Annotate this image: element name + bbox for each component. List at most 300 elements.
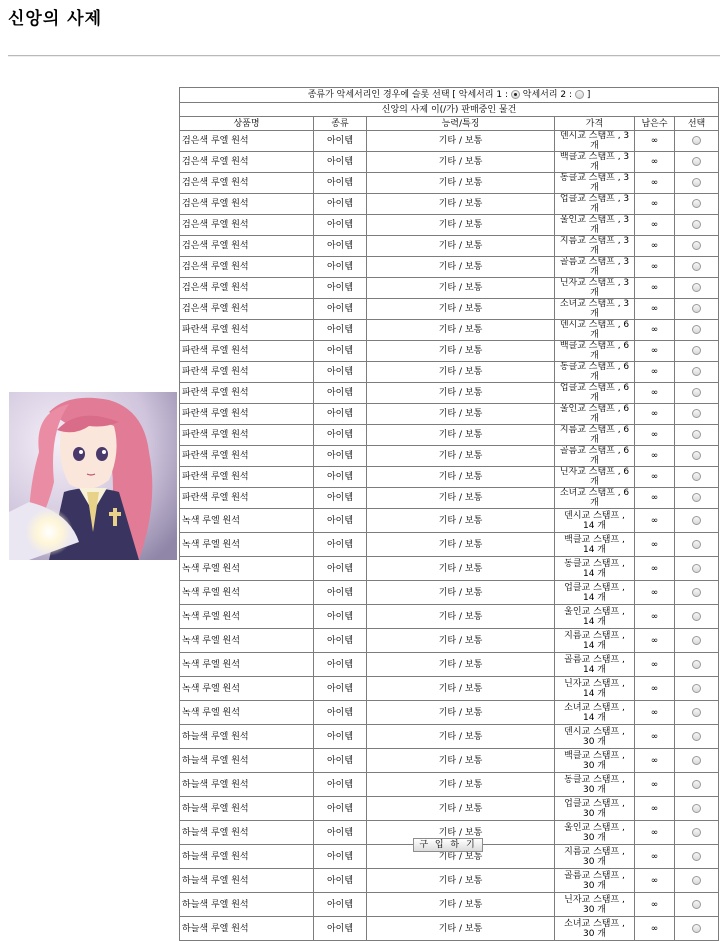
- item-select-radio[interactable]: [692, 924, 701, 933]
- item-select-radio[interactable]: [692, 612, 701, 621]
- item-type: 아이템: [314, 869, 367, 893]
- table-row: [180, 488, 719, 509]
- item-select-radio[interactable]: [692, 900, 701, 909]
- item-remain: ∞: [635, 446, 675, 467]
- item-select-cell: [675, 509, 719, 533]
- slot1-radio[interactable]: [511, 90, 520, 99]
- item-type: 아이템: [314, 725, 367, 749]
- item-ability: 기타 / 보통: [367, 320, 555, 341]
- item-price: 덴시교 스탬프 , 3 개: [555, 131, 635, 152]
- item-remain: ∞: [635, 404, 675, 425]
- item-ability: 기타 / 보통: [367, 236, 555, 257]
- item-type: 아이템: [314, 821, 367, 845]
- item-remain: ∞: [635, 845, 675, 869]
- shop-subtitle: 신앙의 사제 이(/가) 판매중인 물건: [180, 103, 719, 117]
- item-ability: 기타 / 보통: [367, 467, 555, 488]
- item-price: 소녀교 스탬프 , 30 개: [555, 917, 635, 941]
- table-row: [180, 605, 719, 629]
- item-price: 울인교 스탬프 , 14 개: [555, 605, 635, 629]
- item-ability: 기타 / 보통: [367, 869, 555, 893]
- item-name: 검은색 루엘 원석: [180, 236, 314, 257]
- item-select-radio[interactable]: [692, 804, 701, 813]
- item-select-radio[interactable]: [692, 241, 701, 250]
- table-row: [180, 341, 719, 362]
- item-remain: ∞: [635, 173, 675, 194]
- table-row: [180, 773, 719, 797]
- item-price: 업클교 스탬프 , 30 개: [555, 797, 635, 821]
- item-ability: 기타 / 보통: [367, 581, 555, 605]
- item-select-cell: [675, 797, 719, 821]
- item-select-radio[interactable]: [692, 199, 701, 208]
- item-select-cell: [675, 467, 719, 488]
- item-price: 동클교 스탬프 , 6 개: [555, 362, 635, 383]
- item-type: 아이템: [314, 488, 367, 509]
- item-select-radio[interactable]: [692, 283, 701, 292]
- item-select-cell: [675, 821, 719, 845]
- item-name: 하늘색 루엘 원석: [180, 893, 314, 917]
- item-name: 검은색 루엘 원석: [180, 173, 314, 194]
- item-ability: 기타 / 보통: [367, 152, 555, 173]
- item-type: 아이템: [314, 773, 367, 797]
- item-name: 검은색 루엘 원석: [180, 152, 314, 173]
- item-remain: ∞: [635, 677, 675, 701]
- item-type: 아이템: [314, 404, 367, 425]
- item-name: 검은색 루엘 원석: [180, 257, 314, 278]
- item-type: 아이템: [314, 236, 367, 257]
- item-remain: ∞: [635, 749, 675, 773]
- item-ability: 기타 / 보통: [367, 749, 555, 773]
- table-row: [180, 152, 719, 173]
- close-bracket: ]: [586, 90, 591, 100]
- item-ability: 기타 / 보통: [367, 893, 555, 917]
- header-price: 가격: [555, 117, 635, 131]
- item-name: 하늘색 루엘 원석: [180, 749, 314, 773]
- item-price: 닌자교 스탬프 , 14 개: [555, 677, 635, 701]
- item-remain: ∞: [635, 797, 675, 821]
- table-row: [180, 236, 719, 257]
- item-ability: 기타 / 보통: [367, 278, 555, 299]
- item-name: 녹색 루엘 원석: [180, 701, 314, 725]
- item-ability: 기타 / 보통: [367, 425, 555, 446]
- item-select-radio[interactable]: [692, 178, 701, 187]
- item-name: 검은색 루엘 원석: [180, 131, 314, 152]
- item-type: 아이템: [314, 320, 367, 341]
- item-type: 아이템: [314, 278, 367, 299]
- item-select-cell: [675, 749, 719, 773]
- item-select-cell: [675, 404, 719, 425]
- item-price: 백클교 스탬프 , 30 개: [555, 749, 635, 773]
- item-type: 아이템: [314, 581, 367, 605]
- item-price: 지름교 스탬프 , 30 개: [555, 845, 635, 869]
- item-remain: ∞: [635, 773, 675, 797]
- header-select: 선택: [675, 117, 719, 131]
- item-select-cell: [675, 362, 719, 383]
- item-name: 파란색 루엘 원석: [180, 320, 314, 341]
- item-remain: ∞: [635, 629, 675, 653]
- table-row: [180, 557, 719, 581]
- item-ability: 기타 / 보통: [367, 173, 555, 194]
- item-select-cell: [675, 677, 719, 701]
- item-type: 아이템: [314, 257, 367, 278]
- item-select-cell: [675, 131, 719, 152]
- table-row: [180, 194, 719, 215]
- item-price: 백클교 스탬프 , 6 개: [555, 341, 635, 362]
- item-select-cell: [675, 869, 719, 893]
- item-remain: ∞: [635, 467, 675, 488]
- slot2-label: 악세서리 2 :: [522, 90, 573, 100]
- item-price: 닌자교 스탬프 , 3 개: [555, 278, 635, 299]
- item-ability: 기타 / 보통: [367, 629, 555, 653]
- item-price: 닌자교 스탬프 , 30 개: [555, 893, 635, 917]
- item-remain: ∞: [635, 131, 675, 152]
- item-remain: ∞: [635, 488, 675, 509]
- item-select-radio[interactable]: [692, 828, 701, 837]
- item-ability: 기타 / 보통: [367, 446, 555, 467]
- item-price: 소녀교 스탬프 , 6 개: [555, 488, 635, 509]
- item-select-radio[interactable]: [692, 304, 701, 313]
- table-row: [180, 425, 719, 446]
- item-type: 아이템: [314, 446, 367, 467]
- item-price: 동클교 스탬프 , 3 개: [555, 173, 635, 194]
- item-ability: 기타 / 보통: [367, 194, 555, 215]
- item-type: 아이템: [314, 131, 367, 152]
- item-type: 아이템: [314, 194, 367, 215]
- header-name: 상품명: [180, 117, 314, 131]
- item-remain: ∞: [635, 557, 675, 581]
- item-select-cell: [675, 299, 719, 320]
- item-select-cell: [675, 725, 719, 749]
- item-remain: ∞: [635, 278, 675, 299]
- item-price: 덴시교 스탬프 , 14 개: [555, 509, 635, 533]
- item-name: 하늘색 루엘 원석: [180, 821, 314, 845]
- item-select-cell: [675, 488, 719, 509]
- item-remain: ∞: [635, 533, 675, 557]
- table-row: [180, 257, 719, 278]
- item-price: 소녀교 스탬프 , 3 개: [555, 299, 635, 320]
- item-name: 하늘색 루엘 원석: [180, 797, 314, 821]
- item-name: 검은색 루엘 원석: [180, 215, 314, 236]
- item-ability: 기타 / 보통: [367, 299, 555, 320]
- table-row: [180, 629, 719, 653]
- item-select-radio[interactable]: [692, 157, 701, 166]
- item-type: 아이템: [314, 152, 367, 173]
- table-row: [180, 404, 719, 425]
- item-name: 하늘색 루엘 원석: [180, 869, 314, 893]
- table-row: [180, 362, 719, 383]
- item-select-radio[interactable]: [692, 516, 701, 525]
- item-name: 하늘색 루엘 원석: [180, 917, 314, 941]
- item-select-cell: [675, 446, 719, 467]
- item-select-cell: [675, 320, 719, 341]
- slot-select-prompt: 종류가 악세서리인 경우에 슬롯 선택 [ 악세서리 1 :: [307, 90, 509, 100]
- item-price: 울인교 스탬프 , 6 개: [555, 404, 635, 425]
- item-select-radio[interactable]: [692, 708, 701, 717]
- table-row: [180, 581, 719, 605]
- table-row: [180, 299, 719, 320]
- item-select-radio[interactable]: [692, 636, 701, 645]
- item-ability: 기타 / 보통: [367, 215, 555, 236]
- table-row: [180, 701, 719, 725]
- item-select-radio[interactable]: [692, 346, 701, 355]
- item-select-cell: [675, 917, 719, 941]
- item-type: 아이템: [314, 299, 367, 320]
- item-remain: ∞: [635, 299, 675, 320]
- item-select-radio[interactable]: [692, 262, 701, 271]
- item-select-cell: [675, 215, 719, 236]
- item-ability: 기타 / 보통: [367, 701, 555, 725]
- item-name: 녹색 루엘 원석: [180, 509, 314, 533]
- item-type: 아이템: [314, 653, 367, 677]
- item-type: 아이템: [314, 362, 367, 383]
- item-select-cell: [675, 629, 719, 653]
- item-name: 녹색 루엘 원석: [180, 533, 314, 557]
- item-name: 검은색 루엘 원석: [180, 299, 314, 320]
- item-type: 아이템: [314, 509, 367, 533]
- item-type: 아이템: [314, 701, 367, 725]
- table-row: [180, 383, 719, 404]
- item-remain: ∞: [635, 425, 675, 446]
- item-select-radio[interactable]: [692, 780, 701, 789]
- item-name: 파란색 루엘 원석: [180, 383, 314, 404]
- item-select-cell: [675, 152, 719, 173]
- item-select-radio[interactable]: [692, 876, 701, 885]
- table-row: [180, 725, 719, 749]
- item-name: 녹색 루엘 원석: [180, 557, 314, 581]
- buy-button[interactable]: 구 입 하 기: [413, 838, 483, 852]
- item-select-radio[interactable]: [692, 588, 701, 597]
- item-remain: ∞: [635, 653, 675, 677]
- item-remain: ∞: [635, 341, 675, 362]
- header-remain: 남은수: [635, 117, 675, 131]
- item-name: 하늘색 루엘 원석: [180, 725, 314, 749]
- item-ability: 기타 / 보통: [367, 533, 555, 557]
- table-row: [180, 533, 719, 557]
- item-name: 녹색 루엘 원석: [180, 677, 314, 701]
- item-ability: 기타 / 보통: [367, 404, 555, 425]
- item-select-radio[interactable]: [692, 451, 701, 460]
- item-name: 파란색 루엘 원석: [180, 488, 314, 509]
- slot-select-row: [180, 88, 719, 103]
- item-select-cell: [675, 533, 719, 557]
- item-price: 울인교 스탬프 , 30 개: [555, 821, 635, 845]
- item-price: 지름교 스탬프 , 14 개: [555, 629, 635, 653]
- item-select-cell: [675, 341, 719, 362]
- table-row: [180, 215, 719, 236]
- item-ability: 기타 / 보통: [367, 797, 555, 821]
- item-remain: ∞: [635, 869, 675, 893]
- item-remain: ∞: [635, 605, 675, 629]
- item-select-cell: [675, 653, 719, 677]
- item-price: 지름교 스탬프 , 6 개: [555, 425, 635, 446]
- item-remain: ∞: [635, 701, 675, 725]
- item-type: 아이템: [314, 893, 367, 917]
- item-select-radio[interactable]: [692, 852, 701, 861]
- item-select-radio[interactable]: [692, 660, 701, 669]
- item-ability: 기타 / 보통: [367, 257, 555, 278]
- header-row: [180, 117, 719, 131]
- item-select-cell: [675, 893, 719, 917]
- item-type: 아이템: [314, 341, 367, 362]
- item-select-cell: [675, 581, 719, 605]
- item-select-cell: [675, 557, 719, 581]
- item-name: 검은색 루엘 원석: [180, 194, 314, 215]
- item-type: 아이템: [314, 677, 367, 701]
- item-remain: ∞: [635, 581, 675, 605]
- item-select-radio[interactable]: [692, 388, 701, 397]
- item-ability: 기타 / 보통: [367, 821, 555, 845]
- item-select-radio[interactable]: [692, 756, 701, 765]
- table-row: [180, 797, 719, 821]
- item-select-cell: [675, 173, 719, 194]
- item-name: 파란색 루엘 원석: [180, 425, 314, 446]
- item-price: 동클교 스탬프 , 30 개: [555, 773, 635, 797]
- table-row: [180, 131, 719, 152]
- item-remain: ∞: [635, 362, 675, 383]
- item-select-cell: [675, 701, 719, 725]
- item-select-radio[interactable]: [692, 136, 701, 145]
- item-select-radio[interactable]: [692, 732, 701, 741]
- item-price: 골름교 스탬프 , 14 개: [555, 653, 635, 677]
- item-name: 하늘색 루엘 원석: [180, 845, 314, 869]
- table-row: [180, 446, 719, 467]
- item-select-radio[interactable]: [692, 472, 701, 481]
- item-select-radio[interactable]: [692, 409, 701, 418]
- item-type: 아이템: [314, 533, 367, 557]
- item-remain: ∞: [635, 236, 675, 257]
- item-name: 파란색 루엘 원석: [180, 446, 314, 467]
- item-name: 파란색 루엘 원석: [180, 404, 314, 425]
- item-type: 아이템: [314, 917, 367, 941]
- slot2-radio[interactable]: [575, 90, 584, 99]
- item-type: 아이템: [314, 557, 367, 581]
- item-ability: 기타 / 보통: [367, 917, 555, 941]
- item-select-radio[interactable]: [692, 220, 701, 229]
- item-remain: ∞: [635, 383, 675, 404]
- item-remain: ∞: [635, 509, 675, 533]
- item-name: 파란색 루엘 원석: [180, 362, 314, 383]
- item-type: 아이템: [314, 797, 367, 821]
- page-title: 신앙의 사제: [8, 9, 103, 29]
- item-remain: ∞: [635, 821, 675, 845]
- shop-table: [179, 87, 719, 941]
- item-type: 아이템: [314, 845, 367, 869]
- item-ability: 기타 / 보통: [367, 677, 555, 701]
- item-name: 검은색 루엘 원석: [180, 278, 314, 299]
- item-price: 골름교 스탬프 , 6 개: [555, 446, 635, 467]
- table-row: [180, 749, 719, 773]
- item-type: 아이템: [314, 605, 367, 629]
- header-type: 종류: [314, 117, 367, 131]
- item-select-radio[interactable]: [692, 430, 701, 439]
- table-row: [180, 509, 719, 533]
- item-ability: 기타 / 보통: [367, 341, 555, 362]
- item-price: 닌자교 스탬프 , 6 개: [555, 467, 635, 488]
- item-ability: 기타 / 보통: [367, 557, 555, 581]
- table-row: [180, 917, 719, 941]
- item-remain: ∞: [635, 725, 675, 749]
- item-select-radio[interactable]: [692, 493, 701, 502]
- item-name: 파란색 루엘 원석: [180, 341, 314, 362]
- item-select-cell: [675, 194, 719, 215]
- item-ability: 기타 / 보통: [367, 605, 555, 629]
- item-select-radio[interactable]: [692, 684, 701, 693]
- item-ability: 기타 / 보통: [367, 362, 555, 383]
- table-row: [180, 653, 719, 677]
- item-select-cell: [675, 773, 719, 797]
- item-select-radio[interactable]: [692, 367, 701, 376]
- item-remain: ∞: [635, 215, 675, 236]
- divider: [8, 55, 720, 57]
- item-price: 소녀교 스탬프 , 14 개: [555, 701, 635, 725]
- table-row: [180, 893, 719, 917]
- item-price: 업클교 스탬프 , 3 개: [555, 194, 635, 215]
- item-price: 백클교 스탬프 , 14 개: [555, 533, 635, 557]
- item-select-cell: [675, 425, 719, 446]
- table-row: [180, 869, 719, 893]
- item-type: 아이템: [314, 425, 367, 446]
- item-type: 아이템: [314, 383, 367, 404]
- item-select-radio[interactable]: [692, 564, 701, 573]
- item-name: 녹색 루엘 원석: [180, 653, 314, 677]
- item-remain: ∞: [635, 152, 675, 173]
- item-price: 백클교 스탬프 , 3 개: [555, 152, 635, 173]
- item-price: 골름교 스탬프 , 30 개: [555, 869, 635, 893]
- item-price: 덴시교 스탬프 , 6 개: [555, 320, 635, 341]
- table-row: [180, 677, 719, 701]
- item-select-cell: [675, 257, 719, 278]
- item-price: 업클교 스탬프 , 14 개: [555, 581, 635, 605]
- item-ability: 기타 / 보통: [367, 773, 555, 797]
- item-ability: 기타 / 보통: [367, 509, 555, 533]
- table-row: [180, 467, 719, 488]
- table-row: [180, 320, 719, 341]
- item-name: 파란색 루엘 원석: [180, 467, 314, 488]
- item-select-cell: [675, 236, 719, 257]
- item-type: 아이템: [314, 467, 367, 488]
- npc-portrait: [9, 392, 177, 560]
- item-ability: 기타 / 보통: [367, 131, 555, 152]
- header-ability: 능력/특징: [367, 117, 555, 131]
- item-type: 아이템: [314, 215, 367, 236]
- item-ability: 기타 / 보통: [367, 725, 555, 749]
- item-ability: 기타 / 보통: [367, 845, 555, 869]
- item-type: 아이템: [314, 629, 367, 653]
- item-type: 아이템: [314, 749, 367, 773]
- item-ability: 기타 / 보통: [367, 383, 555, 404]
- item-price: 동클교 스탬프 , 14 개: [555, 557, 635, 581]
- item-remain: ∞: [635, 257, 675, 278]
- item-price: 골름교 스탬프 , 3 개: [555, 257, 635, 278]
- item-select-cell: [675, 383, 719, 404]
- item-remain: ∞: [635, 194, 675, 215]
- item-price: 덴시교 스탬프 , 30 개: [555, 725, 635, 749]
- item-select-cell: [675, 278, 719, 299]
- item-remain: ∞: [635, 893, 675, 917]
- table-row: [180, 278, 719, 299]
- item-name: 녹색 루엘 원석: [180, 581, 314, 605]
- item-price: 업클교 스탬프 , 6 개: [555, 383, 635, 404]
- item-type: 아이템: [314, 173, 367, 194]
- item-select-radio[interactable]: [692, 540, 701, 549]
- item-select-radio[interactable]: [692, 325, 701, 334]
- item-remain: ∞: [635, 320, 675, 341]
- item-remain: ∞: [635, 917, 675, 941]
- item-select-cell: [675, 605, 719, 629]
- item-price: 울인교 스탬프 , 3 개: [555, 215, 635, 236]
- table-row: [180, 173, 719, 194]
- item-ability: 기타 / 보통: [367, 653, 555, 677]
- item-ability: 기타 / 보통: [367, 488, 555, 509]
